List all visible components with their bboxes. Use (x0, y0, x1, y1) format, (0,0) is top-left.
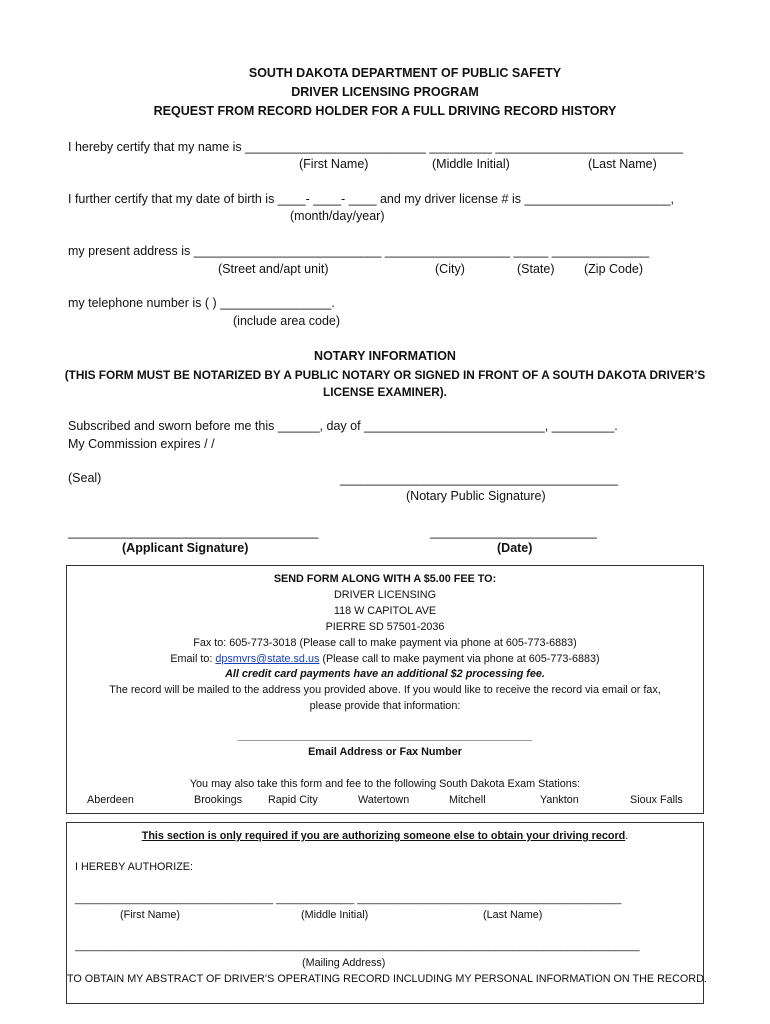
station-sioux-falls: Sioux Falls (630, 794, 683, 806)
mail-note-2: please provide that information: (309, 700, 461, 712)
stations-intro: You may also take this form and fee to the following South Dakota Exam Stations: (189, 778, 581, 790)
header-request: REQUEST FROM RECORD HOLDER FOR A FULL DRIVING RECORD HISTORY (153, 104, 617, 118)
middle-initial-label: (Middle Initial) (432, 157, 510, 171)
name-field-line[interactable]: I hereby certify that my name is __________________________ _________ ___________________________ (68, 140, 684, 154)
notary-instruction-1: (THIS FORM MUST BE NOTARIZED BY A PUBLIC NOTARY OR SIGNED IN FRONT OF A SOUTH DAKOTA DRIVER’S (64, 368, 706, 382)
city-label: (City) (435, 262, 465, 276)
mailing-address-label: (Mailing Address) (302, 957, 386, 969)
sworn-field-line[interactable]: Subscribed and sworn before me this ______, day of __________________________, _________. (68, 419, 618, 433)
fax-info: Fax to: 605-773-3018 (Please call to make payment via phone at 605-773-6883) (193, 637, 577, 649)
notary-heading: NOTARY INFORMATION (314, 349, 456, 363)
zip-label: (Zip Code) (584, 262, 644, 276)
commission-field-line[interactable]: My Commission expires / / (68, 437, 215, 451)
send-address-2: 118 W CAPITOL AVE (333, 605, 437, 617)
send-heading: SEND FORM ALONG WITH A $5.00 FEE TO: (273, 573, 497, 585)
notary-signature-label: (Notary Public Signature) (406, 489, 546, 503)
send-address-3: PIERRE SD 57501-2036 (325, 621, 445, 633)
seal-label: (Seal) (68, 471, 102, 485)
email-suffix: (Please call to make payment via phone at 605-773-6883) (322, 653, 600, 665)
email-fax-label: Email Address or Fax Number (308, 746, 462, 758)
mail-note-1: The record will be mailed to the address you provided above. If you would like to receive the record via email or fax, (109, 684, 661, 696)
email-fax-line[interactable]: _________________________________________________ (237, 730, 533, 742)
date-label: (Date) (497, 541, 533, 555)
station-brookings: Brookings (194, 794, 243, 806)
header-program: DRIVER LICENSING PROGRAM (291, 85, 479, 99)
email-info (67, 653, 703, 665)
credit-card-note: All credit card payments have an additional $2 processing fee. (225, 668, 545, 680)
station-aberdeen: Aberdeen (87, 794, 134, 806)
last-name-label: (Last Name) (588, 157, 657, 171)
hereby-authorize: I HEREBY AUTHORIZE: (75, 861, 193, 873)
authorization-heading-wrap (67, 830, 703, 842)
phone-field-line[interactable]: my telephone number is ( ) ________________. (68, 296, 335, 310)
dob-license-field-line[interactable]: I further certify that my date of birth is ____- ____- ____ and my driver license # is _____________________, (68, 192, 674, 206)
authorization-heading-period: . (625, 830, 629, 842)
date-line[interactable]: ________________________ (430, 525, 597, 539)
authorized-address-line[interactable]: ______________________________________________________________________________________________ (75, 940, 640, 952)
email-link[interactable]: dpsmvrs@state.sd.us (215, 653, 320, 665)
dob-label: (month/day/year) (290, 209, 385, 223)
state-label: (State) (517, 262, 555, 276)
send-form-box (66, 565, 704, 814)
send-address-1: DRIVER LICENSING (334, 589, 436, 601)
authorization-footer: TO OBTAIN MY ABSTRACT OF DRIVER’S OPERATING RECORD INCLUDING MY PERSONAL INFORMATION ON THE RECORD. (67, 973, 707, 985)
authorized-middle-initial-label: (Middle Initial) (301, 909, 369, 921)
address-field-line[interactable]: my present address is ___________________________ __________________ _____ ______________ (68, 244, 650, 258)
station-watertown: Watertown (358, 794, 410, 806)
first-name-label: (First Name) (299, 157, 369, 171)
authorization-box (66, 822, 707, 1004)
header-title: SOUTH DAKOTA DEPARTMENT OF PUBLIC SAFETY (248, 66, 562, 80)
authorized-name-line[interactable]: _________________________________ _____________ ____________________________________________ (75, 893, 622, 905)
station-mitchell: Mitchell (449, 794, 486, 806)
notary-instruction-2: LICENSE EXAMINER). (323, 385, 447, 399)
applicant-signature-line[interactable]: ____________________________________ (68, 525, 319, 539)
authorized-last-name-label: (Last Name) (483, 909, 543, 921)
station-rapid-city: Rapid City (268, 794, 318, 806)
notary-signature-line[interactable]: ________________________________________ (340, 472, 619, 486)
email-prefix: Email to: (170, 653, 213, 665)
authorization-heading: This section is only required if you are authorizing someone else to obtain your driving record (141, 830, 626, 842)
applicant-signature-label: (Applicant Signature) (122, 541, 249, 555)
street-label: (Street and/apt unit) (218, 262, 329, 276)
station-yankton: Yankton (540, 794, 579, 806)
phone-label: (include area code) (233, 314, 341, 328)
authorized-first-name-label: (First Name) (120, 909, 180, 921)
